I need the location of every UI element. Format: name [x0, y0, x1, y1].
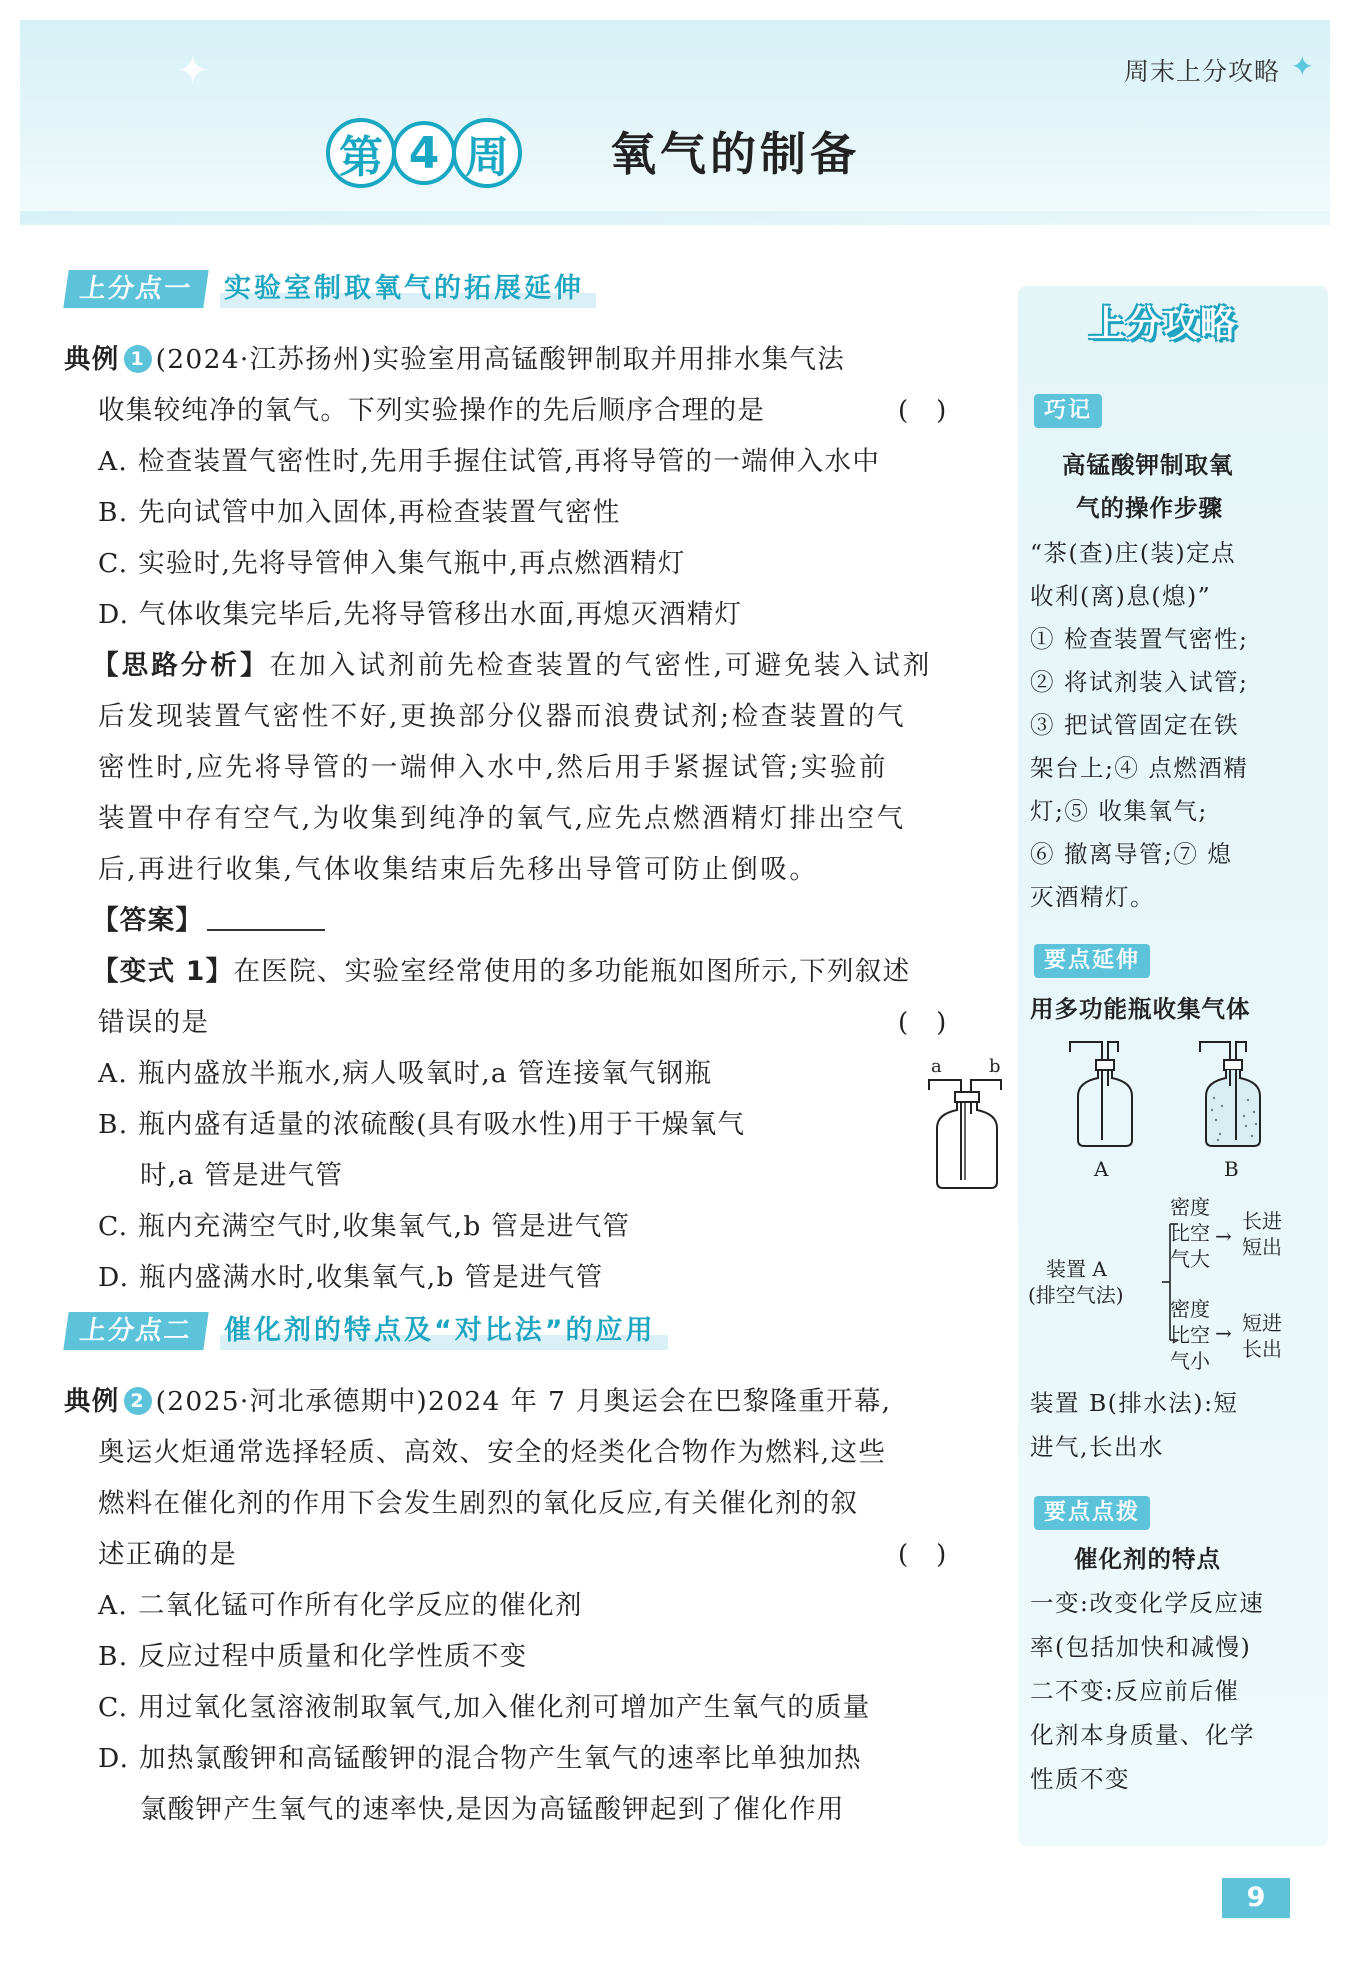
example-1-line-1 [64, 343, 845, 377]
result1-line: 长进 [1242, 1209, 1282, 1233]
example-lead: 典例 [64, 1386, 120, 1417]
tip1-line: ② 将试剂装入试管; [1030, 668, 1249, 696]
variant-option-c: C. 瓶内充满空气时,收集氧气,b 管是进气管 [98, 1211, 631, 1242]
analysis-line-2: 后发现装置气密性不好,更换部分仪器而浪费试剂;检查装置的气 [98, 701, 907, 732]
tip1-line: 灭酒精灯。 [1030, 883, 1155, 911]
week-prefix: 第 [339, 132, 383, 183]
option-a: A. 检查装置气密性时,先用手握住试管,再将导管的一端伸入水中 [98, 446, 881, 477]
example-1-line-2: 收集较纯净的氧气。下列实验操作的先后顺序合理的是 [98, 395, 766, 426]
tip3-heading: 催化剂的特点 [1074, 1545, 1221, 1573]
tip3-line: 二不变:反应前后催 [1030, 1677, 1240, 1705]
week-badge [332, 117, 516, 189]
answer-line [92, 904, 325, 938]
variant-option-a: A. 瓶内盛放半瓶水,病人吸氧时,a 管连接氧气钢瓶 [98, 1058, 713, 1089]
tip1-line: 收利(离)息(熄)” [1030, 582, 1212, 610]
arrow-icon: → [1215, 1224, 1232, 1248]
page-title: 氧气的制备 [610, 127, 860, 181]
tip1-heading-1: 高锰酸钾制取氧 [1062, 451, 1234, 479]
example-number-badge: 2 [124, 1387, 152, 1415]
example-2-line-2: 奥运火炬通常选择轻质、高效、安全的烃类化合物作为燃料,这些 [98, 1437, 887, 1468]
branch1-line: 气大 [1170, 1247, 1210, 1271]
branch1-line: 密度 [1170, 1195, 1210, 1219]
section-heading-1 [66, 268, 596, 310]
section-heading-2 [66, 1310, 668, 1352]
tip1-line: ⑥ 撤离导管;⑦ 熄 [1030, 840, 1233, 868]
week-prefix-circle [326, 118, 396, 188]
tip1-line: 架台上;④ 点燃酒精 [1030, 754, 1249, 782]
bottle-label-a: a [931, 1056, 942, 1077]
sidebar-title-badge [1048, 290, 1278, 352]
variant-line-2: 错误的是 [98, 1007, 210, 1038]
tip-tag-mnemonic: 巧记 [1034, 394, 1102, 428]
variant-line-1 [92, 955, 910, 989]
tip-tag-guidance: 要点点拨 [1034, 1496, 1150, 1530]
bottle-b [1200, 1042, 1260, 1146]
tip3-line: 一变:改变化学反应速 [1030, 1589, 1265, 1617]
branch2-line: 密度 [1170, 1297, 1210, 1321]
tip3-line: 性质不变 [1030, 1765, 1130, 1793]
tip1-line: 灯;⑤ 收集氧气; [1030, 797, 1208, 825]
tip2-line: 装置 B(排水法):短 [1030, 1389, 1239, 1417]
result2-line: 长出 [1242, 1337, 1282, 1361]
variant-option-b-cont: 时,a 管是进气管 [140, 1160, 344, 1191]
arrow-icon: → [1215, 1321, 1232, 1345]
answer-paren: () [898, 1540, 975, 1570]
section-title: 实验室制取氧气的拓展延伸 [220, 270, 596, 308]
analysis-label: 【思路分析】 [92, 650, 270, 681]
multi-function-bottle-figure [915, 1052, 1015, 1192]
variant-label: 【变式 1】 [92, 956, 234, 987]
variant-paren: () [898, 1008, 975, 1038]
bottle-b-label: B [1224, 1157, 1239, 1181]
bottle-a [1070, 1042, 1132, 1146]
example-2-option-c: C. 用过氧化氢溶液制取氧气,加入催化剂可增加产生氧气的质量 [98, 1692, 871, 1723]
device-a-method: (排空气法) [1028, 1283, 1124, 1307]
week-number-circle [392, 121, 456, 185]
bottle-label-b: b [989, 1056, 1001, 1077]
tip2-line: 进气,长出水 [1030, 1433, 1164, 1461]
example-2-option-d-cont: 氯酸钾产生氧气的速率快,是因为高锰酸钾起到了催化作用 [140, 1794, 845, 1825]
example-text: (2025·河北承德期中)2024 年 7 月奥运会在巴黎隆重开幕, [155, 1386, 892, 1417]
example-2-line-3: 燃料在催化剂的作用下会发生剧烈的氧化反应,有关催化剂的叙 [98, 1488, 859, 1519]
analysis-text: 在加入试剂前先检查装置的气密性,可避免装入试剂 [269, 650, 933, 681]
analysis-line-4: 装置中存有空气,为收集到纯净的氧气,应先点燃酒精灯排出空气 [98, 803, 906, 834]
sidebar-title: 上分攻略 [1088, 303, 1237, 345]
result2-line: 短进 [1242, 1311, 1282, 1335]
example-2-line-1 [64, 1385, 891, 1419]
week-suffix-circle [452, 118, 522, 188]
section-label: 上分点一 [63, 270, 208, 308]
branch2-line: 气小 [1170, 1349, 1210, 1373]
option-c: C. 实验时,先将导管伸入集气瓶中,再点燃酒精灯 [98, 548, 686, 579]
answer-label: 【答案】 [92, 905, 204, 936]
section-title: 催化剂的特点及“对比法”的应用 [220, 1312, 668, 1350]
device-a-label: 装置 A [1046, 1257, 1107, 1281]
variant-option-b: B. 瓶内盛有适量的浓硫酸(具有吸水性)用于干燥氧气 [98, 1109, 746, 1140]
example-lead: 典例 [64, 344, 120, 375]
example-2-line-4: 述正确的是 [98, 1539, 237, 1570]
branch2-line: 比空 [1170, 1323, 1210, 1347]
tip3-line: 率(包括加快和减慢) [1030, 1633, 1252, 1661]
sparkle-icon: ✦ [176, 48, 210, 94]
tip1-line: “茶(查)庄(装)定点 [1030, 539, 1237, 567]
analysis-line-3: 密性时,应先将导管的一端伸入水中,然后用手紧握试管;实验前 [98, 752, 889, 783]
section-label: 上分点二 [63, 1312, 208, 1350]
variant-text: 在医院、实验室经常使用的多功能瓶如图所示,下列叙述 [233, 956, 911, 987]
tip-tag-extension: 要点延伸 [1034, 944, 1150, 978]
analysis-line-1 [92, 649, 932, 683]
tip1-heading-2: 气的操作步骤 [1076, 494, 1223, 522]
example-number-badge: 1 [124, 345, 152, 373]
tip2-heading: 用多功能瓶收集气体 [1030, 995, 1251, 1023]
tip1-line: ① 检查装置气密性; [1030, 625, 1249, 653]
analysis-line-5: 后,再进行收集,气体收集结束后先移出导管可防止倒吸。 [98, 854, 819, 885]
header-tag: 周末上分攻略 [1123, 57, 1280, 86]
week-suffix: 周 [465, 132, 509, 183]
star-icon: ✦ [1290, 50, 1314, 83]
example-text: (2024·江苏扬州)实验室用高锰酸钾制取并用排水集气法 [155, 344, 846, 375]
page-number: 9 [1222, 1878, 1290, 1918]
answer-paren: () [898, 396, 975, 426]
example-2-option-d: D. 加热氯酸钾和高锰酸钾的混合物产生氧气的速率比单独加热 [98, 1743, 862, 1774]
example-2-option-a: A. 二氧化锰可作所有化学反应的催化剂 [98, 1590, 583, 1621]
option-b: B. 先向试管中加入固体,再检查装置气密性 [98, 497, 621, 528]
example-2-option-b: B. 反应过程中质量和化学性质不变 [98, 1641, 528, 1672]
answer-blank [207, 905, 325, 931]
branch1-line: 比空 [1170, 1221, 1210, 1245]
tip1-line: ③ 把试管固定在铁 [1030, 711, 1239, 739]
collection-bottles-figure [1050, 1036, 1290, 1186]
result1-line: 短出 [1242, 1235, 1282, 1259]
option-d: D. 气体收集完毕后,先将导管移出水面,再熄灭酒精灯 [98, 599, 743, 630]
week-number: 4 [408, 127, 440, 179]
bottle-a-label: A [1094, 1157, 1109, 1181]
tip3-line: 化剂本身质量、化学 [1030, 1721, 1255, 1749]
variant-option-d: D. 瓶内盛满水时,收集氧气,b 管是进气管 [98, 1262, 604, 1293]
